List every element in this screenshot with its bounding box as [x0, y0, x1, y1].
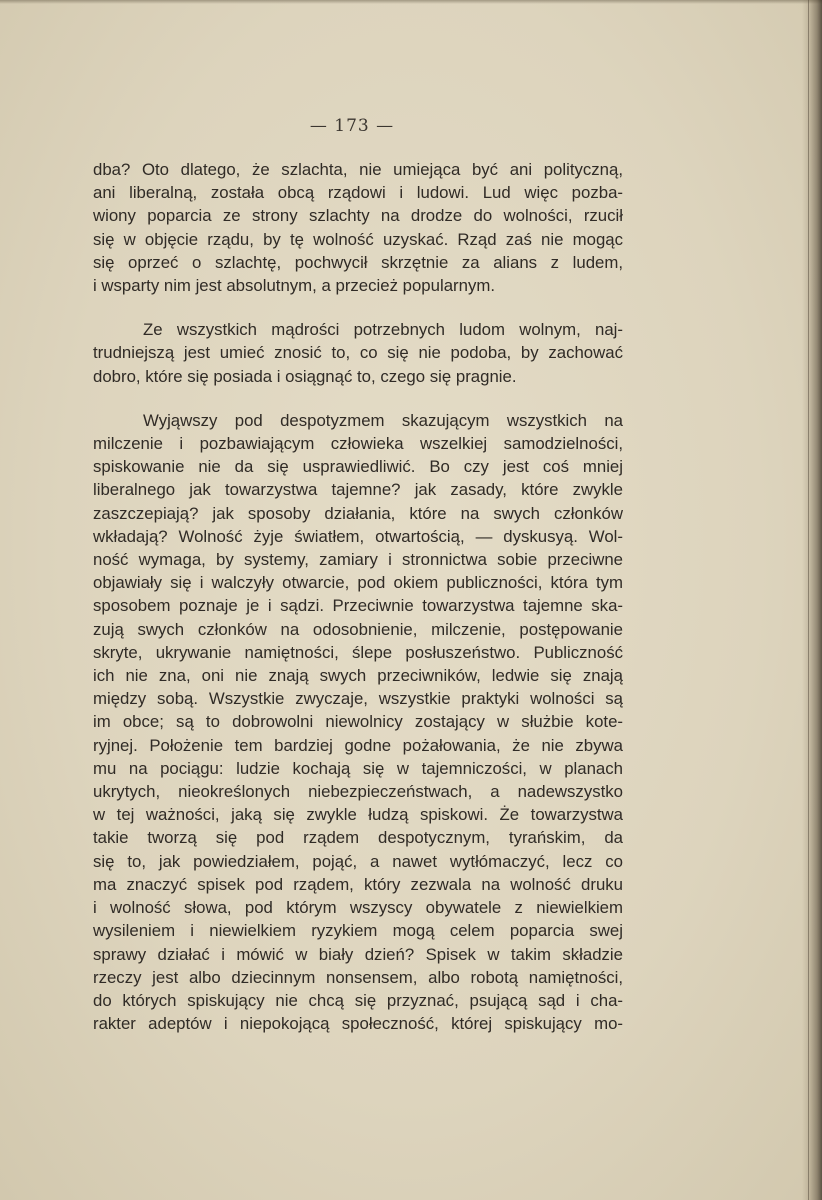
text-line: Wyjąwszy pod despotyzmem skazującym wszystkich na	[143, 410, 623, 430]
text-line: wkładają? Wolność żyje światłem, otwartością, — dyskusyą. Wol-	[93, 526, 623, 546]
text-line: trudniejszą jest umieć znosić to, co się nie podoba, by zachować	[93, 343, 623, 363]
text-line: zaszczepiają? jak sposoby działania, które na swych członków	[93, 503, 623, 523]
paragraph-2	[93, 318, 623, 388]
text-line: milczenie i pozbawiającym człowieka wszelkiej samodzielności,	[93, 434, 623, 454]
text-line: się to, jak powiedziałem, pojąć, a nawet wytłómaczyć, lecz co	[93, 851, 623, 871]
text-line: rzeczy jest albo dziecinnym nonsensem, albo robotą namiętności,	[93, 967, 623, 987]
text-line: wiony poparcia ze strony szlachty na drodze do wolności, rzucił	[93, 206, 623, 226]
text-line: i wolność słowa, pod którym wszyscy obywatele z niewielkiem	[93, 898, 623, 918]
text-line: sposobem poznaje je i sądzi. Przeciwnie towarzystwa tajemne ska-	[93, 596, 623, 616]
text-line: między sobą. Wszystkie zwyczaje, wszystkie praktyki wolności są	[93, 689, 623, 709]
text-line: ich nie zna, oni nie znają swych przeciwników, ledwie się znają	[93, 666, 623, 686]
text-line: się oprzeć o szlachtę, pochwycił skrzętnie za alians z ludem,	[93, 252, 623, 272]
text-line: Ze wszystkich mądrości potrzebnych ludom wolnym, naj-	[143, 320, 623, 340]
paragraph-1	[93, 158, 623, 297]
text-line: spiskowanie nie da się usprawiedliwić. Bo czy jest coś mniej	[93, 457, 623, 477]
page-binding-edge	[802, 0, 822, 1200]
text-line: im obce; są to dobrowolni niewolnicy zostający w służbie kote-	[93, 712, 623, 732]
text-line: liberalnego jak towarzystwa tajemne? jak zasady, które zwykle	[93, 480, 623, 500]
text-line: dobro, które się posiada i osiągnąć to, czego się pragnie.	[93, 366, 517, 386]
text-line: w tej ważności, jaką się zwykle łudzą spiskowi. Że towarzystwa	[93, 805, 623, 825]
text-line: ność wymaga, by systemy, zamiary i stronnictwa sobie przeciwne	[93, 550, 623, 570]
text-line: takie tworzą się pod rządem despotycznym, tyrańskim, da	[93, 828, 623, 848]
text-line: i wsparty nim jest absolutnym, a przecież popularnym.	[93, 276, 495, 296]
text-line: się w objęcie rządu, by tę wolność uzyskać. Rząd zaś nie mogąc	[93, 229, 623, 249]
page-number: — 173 —	[309, 116, 395, 136]
text-line: ryjnej. Położenie tem bardziej godne pożałowania, że nie zbywa	[93, 735, 623, 755]
page-top-edge	[0, 0, 822, 4]
text-line: sprawy działać i mówić w biały dzień? Spisek w takim składzie	[93, 944, 623, 964]
text-line: objawiały się i walczyły otwarcie, pod okiem publiczności, która tym	[93, 573, 623, 593]
text-line: ukrytych, nieokreślonych niebezpieczeństwach, a nadewszystko	[93, 782, 623, 802]
text-line: zują swych członków na odosobnienie, milczenie, postępowanie	[93, 619, 623, 639]
text-line: wysileniem i niewielkiem ryzykiem mogą celem poparcia swej	[93, 921, 623, 941]
text-line: ani liberalną, została obcą rządowi i ludowi. Lud więc pozba-	[93, 183, 623, 203]
body-text	[93, 158, 623, 1035]
text-line: do których spiskujący nie chcą się przyznać, psującą sąd i cha-	[93, 990, 623, 1010]
text-line: ma znaczyć spisek pod rządem, który zezwala na wolność druku	[93, 874, 623, 894]
text-line: rakter adeptów i niepokojącą społeczność, której spiskujący mo-	[93, 1014, 623, 1034]
text-line: mu na pociągu: ludzie kochają się w tajemniczości, w planach	[93, 758, 623, 778]
paragraph-3	[93, 409, 623, 1035]
text-line: skryte, ukrywanie namiętności, ślepe posłuszeństwo. Publiczność	[93, 642, 623, 662]
text-line: dba? Oto dlatego, że szlachta, nie umiejąca być ani polityczną,	[93, 160, 623, 179]
